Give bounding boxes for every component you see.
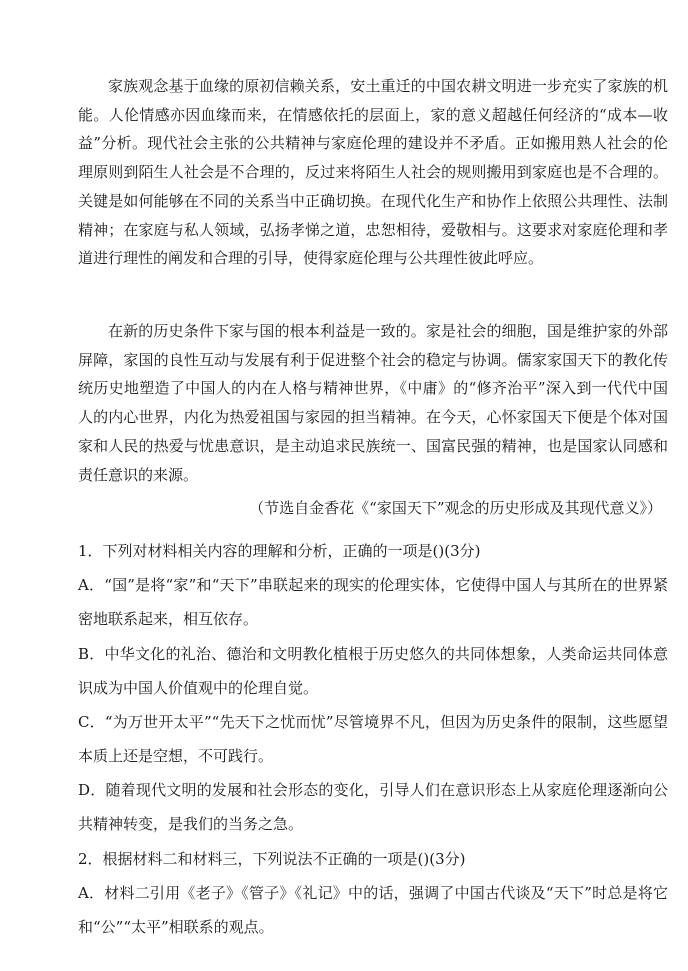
question-2-option-a: A．材料二引用《老子》《管子》《礼记》中的话，强调了中国古代谈及“天下”时总是将它和“公”“太平”相联系的观点。 [78, 884, 668, 936]
passage-paragraph-2: 在新的历史条件下家与国的根本利益是一致的。家是社会的细胞，国是维护家的外部屏障，家国的良性互动与发展有利于促进整个社会的稳定与协调。儒家家国天下的教化传统历史地塑造了中国人的内在人格与精神世界，《中庸》的“修齐治平”深入到一代代中国人的内心世界，内化为热爱祖国与家园的担当精神。在今天，心怀家国天下便是个体对国家和人民的热爱与忧患意识，是主动追求民族统一、国富民强的精神，也是国家认同感和责任意识的来源。 [78, 322, 668, 484]
question-1-option-b: B．中华文化的礼治、德治和文明教化植根于历史悠久的共同体想象，人类命运共同体意识成为中国人价值观中的伦理自觉。 [78, 645, 668, 697]
passage-source: （节选自金香花《“家国天下”观念的历史形成及其现代意义》） [249, 499, 662, 517]
passage-paragraph-1: 家族观念基于血缘的原初信赖关系，安土重迁的中国农耕文明进一步充实了家族的机能。人伦情感亦因血缘而来，在情感依托的层面上，家的意义超越任何经济的“成本—收益”分析。现代社会主张的公共精神与家庭伦理的建设并不矛盾。正如搬用熟人社会的伦理原则到陌生人社会是不合理的，反过来将陌生人社会的规则搬用到家庭也是不合理的。关键是如何能够在不同的关系当中正确切换。在现代化生产和协作上依照公共理性、法制精神；在家庭与私人领域，弘扬孝悌之道，忠恕相待，爱敬相与。这要求对家庭伦理和孝道进行理性的阐发和合理的引导，使得家庭伦理与公共理性彼此呼应。 [78, 77, 668, 268]
question-1-option-c: C．“为万世开太平”“先天下之忧而忧”尽管境界不凡，但因为历史条件的限制，这些愿望本质上还是空想，不可践行。 [78, 713, 668, 765]
question-1-stem: 1．下列对材料相关内容的理解和分析，正确的一项是()(3分) [78, 542, 481, 560]
question-2-stem: 2．根据材料二和材料三，下列说法不正确的一项是()(3分) [78, 850, 466, 868]
question-1-option-a: A．“国”是将“家”和“天下”串联起来的现实的伦理实体，它使得中国人与其所在的世界紧密地联系起来，相互依存。 [78, 576, 668, 628]
question-1-option-d: D．随着现代文明的发展和社会形态的变化，引导人们在意识形态上从家庭伦理逐渐向公共精神转变，是我们的当务之急。 [78, 781, 668, 833]
